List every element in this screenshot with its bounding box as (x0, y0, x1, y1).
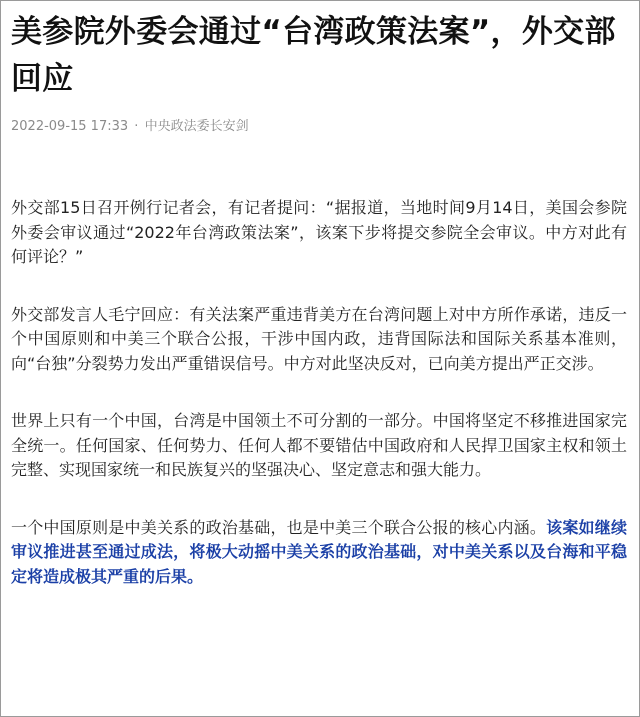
paragraph-4 (11, 516, 627, 590)
article-body (11, 196, 627, 589)
paragraph-2: 外交部发言人毛宁回应：有关法案严重违背美方在台湾问题上对中方所作承诺，违反一个中国原则和中美三个联合公报，干涉中国内政，违背国际法和国际关系基本准则，向“台独”分裂势力发出严重错误信号。中方对此坚决反对，已向美方提出严正交涉。 (11, 304, 627, 373)
paragraph-1: 外交部15日召开例行记者会，有记者提问：“据报道，当地时间9月14日，美国会参院外委会审议通过“2022年台湾政策法案”，该案下步将提交参院全会审议。中方对此有何评论？” (11, 198, 627, 266)
meta-separator: · (134, 119, 139, 134)
paragraph-4-text: 一个中国原则是中美关系的政治基础，也是中美三个联合公报的核心内涵。 (11, 517, 547, 537)
article-title: 美参院外委会通过“台湾政策法案”，外交部回应 (11, 14, 616, 97)
paragraph-4-highlight: 该案如继续审议推进甚至通过成法，将极大动摇中美关系的政治基础，对中美关系以及台海和平稳定将造成极其严重的后果。 (11, 517, 627, 586)
paragraph-3: 世界上只有一个中国，台湾是中国领土不可分割的一部分。中国将坚定不移推进国家完全统一。任何国家、任何势力、任何人都不要错估中国政府和人民捍卫国家主权和领土完整、实现国家统一和民族复兴的坚强决心、坚定意志和强大能力。 (11, 411, 627, 479)
article-meta (11, 118, 627, 136)
article-source: 中央政法委长安剑 (144, 119, 249, 134)
publish-date: 2022-09-15 17:33 (11, 119, 129, 134)
